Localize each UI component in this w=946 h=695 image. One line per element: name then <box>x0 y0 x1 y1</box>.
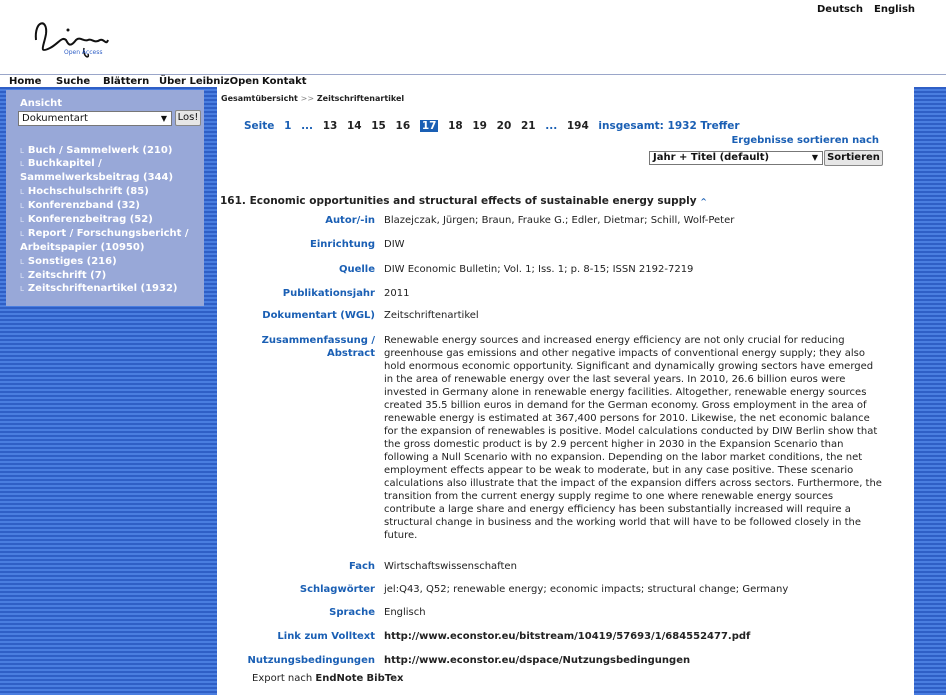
language-value: Englisch <box>384 607 426 618</box>
nav-kontakt[interactable]: Kontakt <box>262 76 307 87</box>
facet-zeitschrift[interactable]: L Zeitschrift (7) <box>20 270 107 281</box>
facet-sonstiges[interactable]: L Sonstiges (216) <box>20 256 117 267</box>
sidebar <box>6 90 204 306</box>
breadcrumb-current: Zeitschriftenartikel <box>316 94 405 103</box>
page-link[interactable]: 18 <box>448 120 463 132</box>
export-bibtex-link[interactable]: BibTex <box>366 673 404 684</box>
total-hits: insgesamt: 1932 Treffer <box>598 120 740 132</box>
keywords-label: Schlagwörter <box>299 584 375 595</box>
breadcrumb-separator: >> <box>300 94 315 103</box>
keywords-value: jel:Q43, Q52; renewable energy; economic impacts; structural change; Germany <box>384 584 789 595</box>
facet-konferenzbeitrag[interactable]: L Konferenzbeitrag (52) <box>20 214 153 225</box>
page-link[interactable]: 19 <box>472 120 487 132</box>
fulltext-label: Link zum Volltext <box>277 631 375 642</box>
facet-report[interactable]: L Report / Forschungsbericht / <box>20 228 189 239</box>
terms-label: Nutzungsbedingungen <box>247 655 375 666</box>
page-link[interactable]: 194 <box>566 120 589 132</box>
subject-label: Fach <box>348 561 375 572</box>
sort-select[interactable] <box>649 151 823 165</box>
nav-home[interactable]: Home <box>9 76 42 87</box>
lang-de-link[interactable]: Deutsch <box>817 4 863 15</box>
facet-buch[interactable]: L Buch / Sammelwerk (210) <box>20 145 173 156</box>
facet-report-cont[interactable]: Arbeitspapier (10950) <box>20 242 145 253</box>
facet-buchkapitel-cont[interactable]: Sammelwerksbeitrag (344) <box>20 172 174 183</box>
year-value: 2011 <box>384 288 410 299</box>
main-nav <box>0 74 946 87</box>
lang-en-link[interactable]: English <box>874 4 916 15</box>
page-link[interactable]: 13 <box>322 120 338 132</box>
author-value: Blazejczak, Jürgen; Braun, Frauke G.; Edler, Dietmar; Schill, Wolf-Peter <box>384 215 735 226</box>
main-content <box>217 87 914 695</box>
pager <box>244 120 746 132</box>
header <box>0 0 946 74</box>
page-link[interactable]: 15 <box>371 120 386 132</box>
arrow-up-icon[interactable]: ^ <box>700 197 707 206</box>
export-label: Export nach <box>252 673 313 684</box>
terms-link[interactable]: http://www.econstor.eu/dspace/Nutzungsbedingungen <box>384 655 691 666</box>
record-title-text[interactable]: Economic opportunities and structural effects of sustainable energy supply <box>249 195 697 207</box>
breadcrumb-root[interactable]: Gesamtübersicht <box>221 94 298 103</box>
sort-label: Ergebnisse sortieren nach <box>731 135 879 146</box>
sort-select-value: Jahr + Titel (default) <box>653 152 770 163</box>
institution-value: DIW <box>384 239 405 250</box>
facet-hochschulschrift[interactable]: L Hochschulschrift (85) <box>20 186 149 197</box>
abstract-label: Zusammenfassung / Abstract <box>261 335 375 359</box>
fulltext-link[interactable]: http://www.econstor.eu/bitstream/10419/57693/1/684552477.pdf <box>384 631 751 642</box>
facet-konferenzband[interactable]: L Konferenzband (32) <box>20 200 140 211</box>
author-label: Autor/-in <box>325 215 375 226</box>
record-number: 161. <box>220 195 246 207</box>
facet-buchkapitel[interactable]: L Buchkapitel / <box>20 158 102 169</box>
right-background <box>914 87 946 695</box>
page-link[interactable]: 21 <box>520 120 536 132</box>
record-title[interactable] <box>220 195 707 207</box>
sidebar-title: Ansicht <box>20 98 63 109</box>
view-select-value: Dokumentart <box>22 113 88 124</box>
abstract-text: Renewable energy sources and increased energy efficiency are not only crucial for reducing greenhouse gas emissions and other negative impacts of conventional energy supply; they also hold enormous economic opportunity. Significant and dynamically growing sectors have emerged in the area of renewable energy over the last several years. In 2010, 26.6 billion euros were invested in Germany alone in renewable energy facilities. Altogether, renewable energy sources created 35.5 billion euros in demand for the German economy. Gross employment in the area of renewable energy is estimated at 367,400 persons for 2010. Likewise, the net economic balance for the expansion of renewables is positive. Model calculations conducted by DIW Berlin show that the gross domestic product is by 2.9 percent higher in 2030 in the Expansion Scenario than following a Null Scenario with no expansion. Depending on the labor market conditions, the net employment effects appear to be weak to moderate, but in any case positive. These scenario calculations also illustrate that the impact of the expansion differs across sectors. Furthermore, the transition from the current energy supply regime to one where renewable energy sources contribute a large share and energy efficiency has been substantially increased will require a structural change in business and the working world that will have to be followed closely in the future. <box>384 335 882 541</box>
year-label: Publikationsjahr <box>282 288 375 299</box>
page-link[interactable]: 16 <box>395 120 411 132</box>
doctype-value: Zeitschriftenartikel <box>384 310 479 321</box>
source-value: DIW Economic Bulletin; Vol. 1; Iss. 1; p. 8-15; ISSN 2192-7219 <box>384 264 694 275</box>
source-label: Quelle <box>338 264 375 275</box>
go-button[interactable]: Los! <box>175 110 201 126</box>
chevron-down-icon: ▼ <box>160 114 167 123</box>
nav-suche[interactable]: Suche <box>56 76 91 87</box>
language-label: Sprache <box>329 607 375 618</box>
chevron-down-icon: ▼ <box>811 153 818 162</box>
page-current: 17 <box>421 120 437 132</box>
pager-label: Seite <box>244 120 275 132</box>
export-endnote-link[interactable]: EndNote <box>315 673 364 684</box>
view-select[interactable] <box>18 111 172 126</box>
leibniz-logo[interactable] <box>28 10 118 68</box>
page-ellipsis: ... <box>545 120 558 132</box>
facet-zeitschriftenartikel[interactable]: L Zeitschriftenartikel (1932) <box>20 283 178 294</box>
page-link[interactable]: 20 <box>496 120 512 132</box>
page-link[interactable]: 14 <box>346 120 362 132</box>
institution-label: Einrichtung <box>310 239 375 250</box>
logo-subtitle: Open Access <box>64 49 103 56</box>
export-row <box>252 672 403 685</box>
subject-value: Wirtschaftswissenschaften <box>384 561 517 572</box>
doctype-label: Dokumentart (WGL) <box>262 310 375 321</box>
page-ellipsis: ... <box>301 120 314 132</box>
nav-ueber[interactable]: Über LeibnizOpen <box>159 76 260 87</box>
breadcrumb <box>221 94 404 103</box>
nav-blaettern[interactable]: Blättern <box>103 76 150 87</box>
sort-button[interactable]: Sortieren <box>824 150 883 166</box>
page-link[interactable]: 1 <box>284 120 292 132</box>
